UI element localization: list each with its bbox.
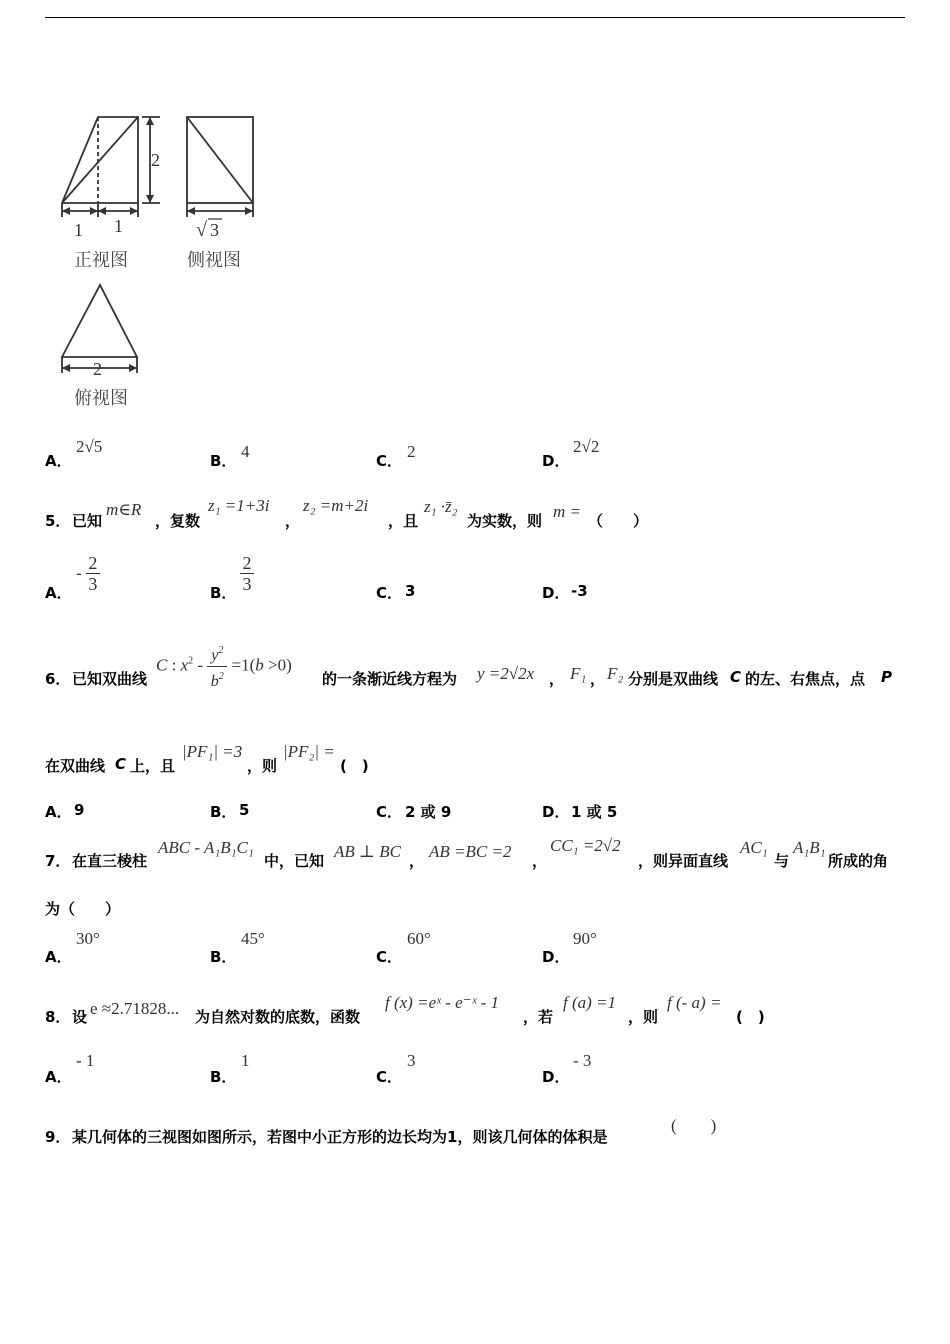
q7-perp: AB ⊥ BC [334,842,401,861]
q8-function: f (x) =eˣ - e⁻ˣ - 1 [385,993,500,1012]
q5-option-a-value: - $\frac{2}{3}$ [76,553,100,594]
q8-option-c-value: 3 [407,1051,416,1070]
q4-option-b-value: 4 [241,442,250,461]
q7-number: 7． [45,852,71,870]
q8-e-value: e ≈2.71828... [90,999,180,1018]
q7-prism: ABC - A₁B₁C₁ [158,838,254,857]
q5-z2: z₂ =m+2i [303,496,369,515]
q8-option-d-value: - 3 [573,1051,592,1070]
q7-line2: 为（ ） [45,900,121,918]
q8-text-4: ，则 [628,1008,659,1026]
q5-option-d-value: -3 [571,582,588,600]
q7-comma-2: ， [532,852,548,870]
q6-option-c-letter: C． [376,803,403,821]
q6-option-a-value: 9 [74,801,85,819]
q6-paren: ( ) [340,757,369,775]
q6-text-4: 的左、右焦点，点 [745,670,866,688]
q5-option-c-value: 3 [405,582,416,600]
q5-z1: z₁ =1+3i [208,496,270,515]
q7-eq1: AB =BC =2 [429,842,512,861]
q5-product: z₁ ·z̄₂ [424,497,458,516]
q8-option-c-letter: C． [376,1068,403,1086]
q8-option-d-letter: D． [542,1068,570,1086]
q6-option-b-value: 5 [239,801,250,819]
q6-asymptote: y =2√2x [477,664,535,683]
q5-option-c-letter: C． [376,584,403,602]
header-rule [45,17,905,18]
dim-top: 2 [93,359,102,379]
q6-p: P [881,668,892,686]
front-view-label: 正视图 [74,250,128,271]
q7-option-a-letter: A． [45,948,72,966]
dim-right: 1 [114,216,123,236]
q5-text-4: 为实数，则 [467,512,543,530]
q8-text-3: ，若 [523,1008,554,1026]
q4-option-b-letter: B． [210,452,237,470]
q7-ac1: AC₁ [740,838,768,857]
q9-number: 9． [45,1128,71,1146]
svg-text:√: √ [196,219,207,241]
q5-number: 5． [45,512,71,530]
q5-option-b-letter: B． [210,584,237,602]
q8-option-a-letter: A． [45,1068,72,1086]
q5-option-a-letter: A． [45,584,72,602]
q7-text-3: ，则异面直线 [638,852,729,870]
top-view-label: 俯视图 [74,388,128,409]
q6-text-2: 的一条渐近线方程为 [322,670,458,688]
q7-comma-1: ， [409,852,425,870]
q6-text-1: 已知双曲线 [72,670,148,688]
q5-option-d-letter: D． [542,584,570,602]
q7-option-a-value: 30° [76,929,100,948]
q6-line2-text-2: 上，且 [130,757,176,775]
q8-option-b-letter: B． [210,1068,237,1086]
q5-option-b-value: $\frac{2}{3}$ [240,553,254,594]
q7-text-2: 中，已知 [264,852,325,870]
q4-option-a-value: 2√5 [76,437,103,456]
q6-pf1: |PF₁| =3 [182,742,243,761]
q5-text-1: 已知 [72,512,103,530]
q8-option-a-value: - 1 [76,1051,95,1070]
q7-text-5: 所成的角 [828,852,889,870]
q6-comma-1: ， [549,670,565,688]
q8-f-neg-a: f (- a) = [667,993,722,1012]
q7-text-1: 在直三棱柱 [72,852,148,870]
q6-text-3: 分别是双曲线 [628,670,719,688]
q7-option-d-letter: D． [542,948,570,966]
q7-option-d-value: 90° [573,929,597,948]
q7-option-b-value: 45° [241,929,265,948]
dim-height: 2 [151,150,160,170]
q9-text: 某几何体的三视图如图所示，若图中小正方形的边长均为1，则该几何体的体积是 [72,1128,608,1146]
q6-number: 6． [45,670,71,688]
q5-comma: ， [285,512,301,530]
dim-left: 1 [74,220,83,240]
q6-c: C [730,668,742,686]
q7-eq2: CC₁ =2√2 [550,836,621,855]
q5-paren: （ ） [588,512,649,530]
q6-option-b-letter: B． [210,803,237,821]
q6-f2: F₂ [607,664,624,683]
q6-comma-2: ， [590,670,606,688]
q6-line2-c: C [115,755,127,773]
q5-text-2: ，复数 [155,512,201,530]
q7-text-4: 与 [774,852,790,870]
q6-option-c-value: 2 或 9 [405,803,452,821]
q8-fa: f (a) =1 [563,993,617,1012]
q6-option-d-letter: D． [542,803,570,821]
dim-side: 3 [210,220,219,240]
q7-option-c-letter: C． [376,948,403,966]
q8-option-b-value: 1 [241,1051,250,1070]
q5-m-eq: m = [553,502,581,521]
q4-option-c-value: 2 [407,442,416,461]
q6-f1: F₁ [570,664,587,683]
q6-option-d-value: 1 或 5 [571,803,618,821]
q6-pf2: |PF₂| = [283,742,335,761]
q4-option-d-letter: D． [542,452,570,470]
q5-text-3: ，且 [388,512,419,530]
q9-paren: ( ) [671,1116,717,1135]
q8-text-2: 为自然对数的底数，函数 [195,1008,361,1026]
q6-line2-text-3: ，则 [247,757,278,775]
side-view-label: 侧视图 [187,250,241,271]
q6-hyperbola-eq: C : $x^2$ - $\frac{y^2}{b^2}$ =1(b >0) [156,645,292,690]
q4-option-d-value: 2√2 [573,437,600,456]
q8-paren: ( ) [736,1008,765,1026]
q4-option-c-letter: C． [376,452,403,470]
q7-option-c-value: 60° [407,929,431,948]
q6-option-a-letter: A． [45,803,72,821]
q4-option-a-letter: A． [45,452,72,470]
q7-a1b1: A₁B₁ [793,838,826,857]
q7-option-b-letter: B． [210,948,237,966]
q6-line2-text-1: 在双曲线 [45,757,106,775]
q8-number: 8． [45,1008,71,1026]
q8-text-1: 设 [72,1008,88,1026]
q5-m-in-r: m∈R [106,500,142,519]
